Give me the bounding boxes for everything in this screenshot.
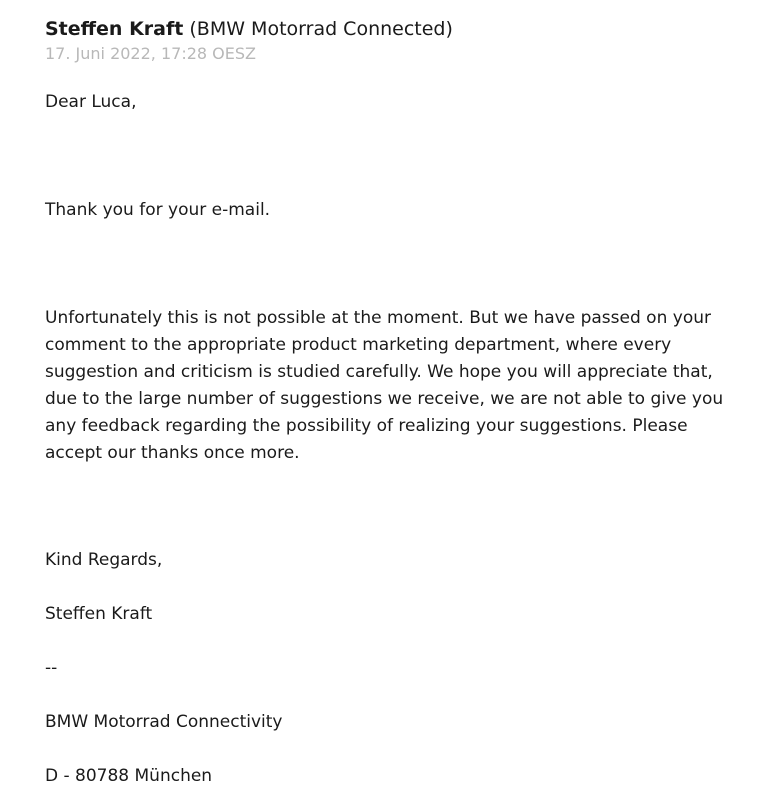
email-thanks-line xyxy=(45,197,745,224)
closing-text: Kind Regards, xyxy=(45,550,163,570)
sender-line xyxy=(45,16,453,42)
body-paragraph-text: Unfortunately this is not possible at the moment. But we have passed on your comment to the appropriate product marketing department, where every suggestion and criticism is studied carefully. We hope you will appreciate that, due to the large number of suggestions we receive, we are not able to give you any feedback regarding the possibility of realizing your suggestions. Please accept our thanks once more. xyxy=(45,308,724,463)
email-timestamp: 17. Juni 2022, 17:28 OESZ xyxy=(45,44,256,63)
email-header xyxy=(45,16,453,65)
signature-name-text: Steffen Kraft xyxy=(45,604,153,624)
sender-name[interactable]: Steffen Kraft xyxy=(45,18,184,40)
greeting-text: Dear Luca, xyxy=(45,92,137,112)
thanks-text: Thank you for your e-mail. xyxy=(45,200,271,220)
sender-organization: (BMW Motorrad Connected) xyxy=(189,18,453,40)
signature-name xyxy=(45,601,745,628)
signature-company xyxy=(45,709,745,736)
signature-separator-text: -- xyxy=(45,658,58,678)
signature-address-text: D - 80788 München xyxy=(45,766,213,786)
email-greeting xyxy=(45,89,745,116)
email-closing xyxy=(45,547,745,574)
signature-separator xyxy=(45,655,745,682)
signature-address xyxy=(45,763,745,790)
signature-company-text: BMW Motorrad Connectivity xyxy=(45,712,283,732)
email-body-paragraph xyxy=(45,305,745,467)
